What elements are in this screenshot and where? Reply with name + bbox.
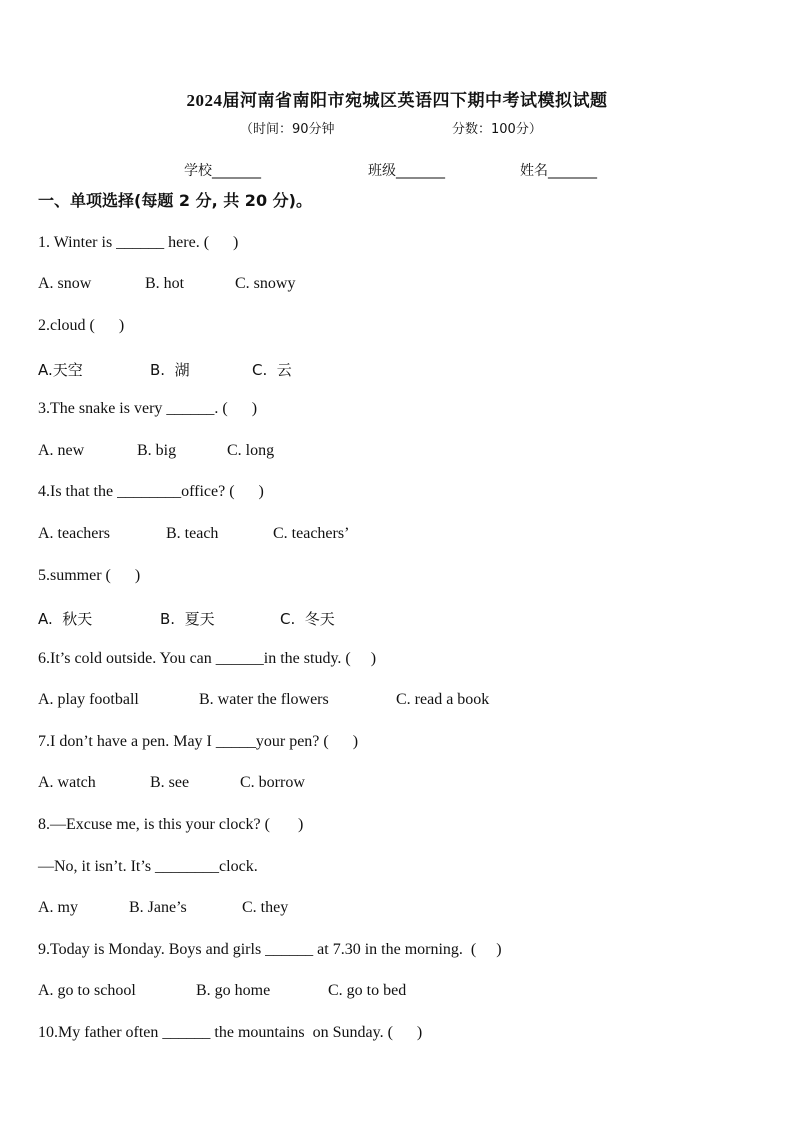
q4-option-a: A. teachers (38, 525, 110, 542)
q5-option-c: C. 冬天 (280, 610, 335, 628)
q6-option-c: C. read a book (396, 691, 490, 708)
class-field: 班级_______ (368, 163, 445, 179)
question-8-reply: —No, it isn’t. It’s ________clock. (38, 858, 258, 875)
question-10: 10.My father often ______ the mountains on Sunday. ( ) (38, 1024, 423, 1041)
exam-title: 2024届河南省南阳市宛城区英语四下期中考试模拟试题 (186, 91, 608, 110)
q4-option-b: B. teach (166, 525, 219, 542)
question-9: 9.Today is Monday. Boys and girls ______ at 7.30 in the morning. ( ) (38, 941, 502, 958)
q7-option-c: C. borrow (240, 774, 305, 791)
question-8: 8.—Excuse me, is this your clock? ( ) (38, 816, 304, 833)
q2-option-c: C. 云 (252, 361, 292, 379)
question-2: 2.cloud ( ) (38, 317, 125, 334)
time-limit: （时间：90分钟 (240, 122, 335, 137)
q5-option-a: A. 秋天 (38, 610, 93, 628)
q2-option-b: B. 湖 (150, 361, 190, 379)
q1-option-a: A. snow (38, 275, 92, 292)
question-5: 5.summer ( ) (38, 567, 141, 584)
q9-option-a: A. go to school (38, 982, 136, 999)
name-field: 姓名_______ (520, 163, 597, 179)
q9-option-b: B. go home (196, 982, 271, 999)
q2-option-a: A.天空 (38, 361, 83, 379)
q3-option-c: C. long (227, 442, 275, 459)
school-field: 学校_______ (184, 163, 261, 179)
q4-option-c: C. teachers’ (273, 525, 350, 542)
q6-option-a: A. play football (38, 691, 139, 708)
question-1: 1. Winter is ______ here. ( ) (38, 234, 239, 251)
question-4: 4.Is that the ________office? ( ) (38, 483, 264, 500)
q9-option-c: C. go to bed (328, 982, 407, 999)
section-heading: 一、单项选择(每题 2 分, 共 20 分)。 (38, 191, 312, 210)
q8-option-c: C. they (242, 899, 289, 916)
total-score: 分数：100分） (452, 122, 542, 137)
q6-option-b: B. water the flowers (199, 691, 329, 708)
q3-option-b: B. big (137, 442, 177, 459)
question-6: 6.It’s cold outside. You can ______in the study. ( ) (38, 650, 377, 667)
q8-option-a: A. my (38, 899, 78, 916)
q7-option-b: B. see (150, 774, 190, 791)
question-7: 7.I don’t have a pen. May I _____your pen? ( ) (38, 733, 359, 750)
q5-option-b: B. 夏天 (160, 610, 215, 628)
question-3: 3.The snake is very ______. ( ) (38, 400, 258, 417)
q1-option-b: B. hot (145, 275, 185, 292)
q1-option-c: C. snowy (235, 275, 296, 292)
q3-option-a: A. new (38, 442, 85, 459)
q7-option-a: A. watch (38, 774, 96, 791)
q8-option-b: B. Jane’s (129, 899, 187, 916)
